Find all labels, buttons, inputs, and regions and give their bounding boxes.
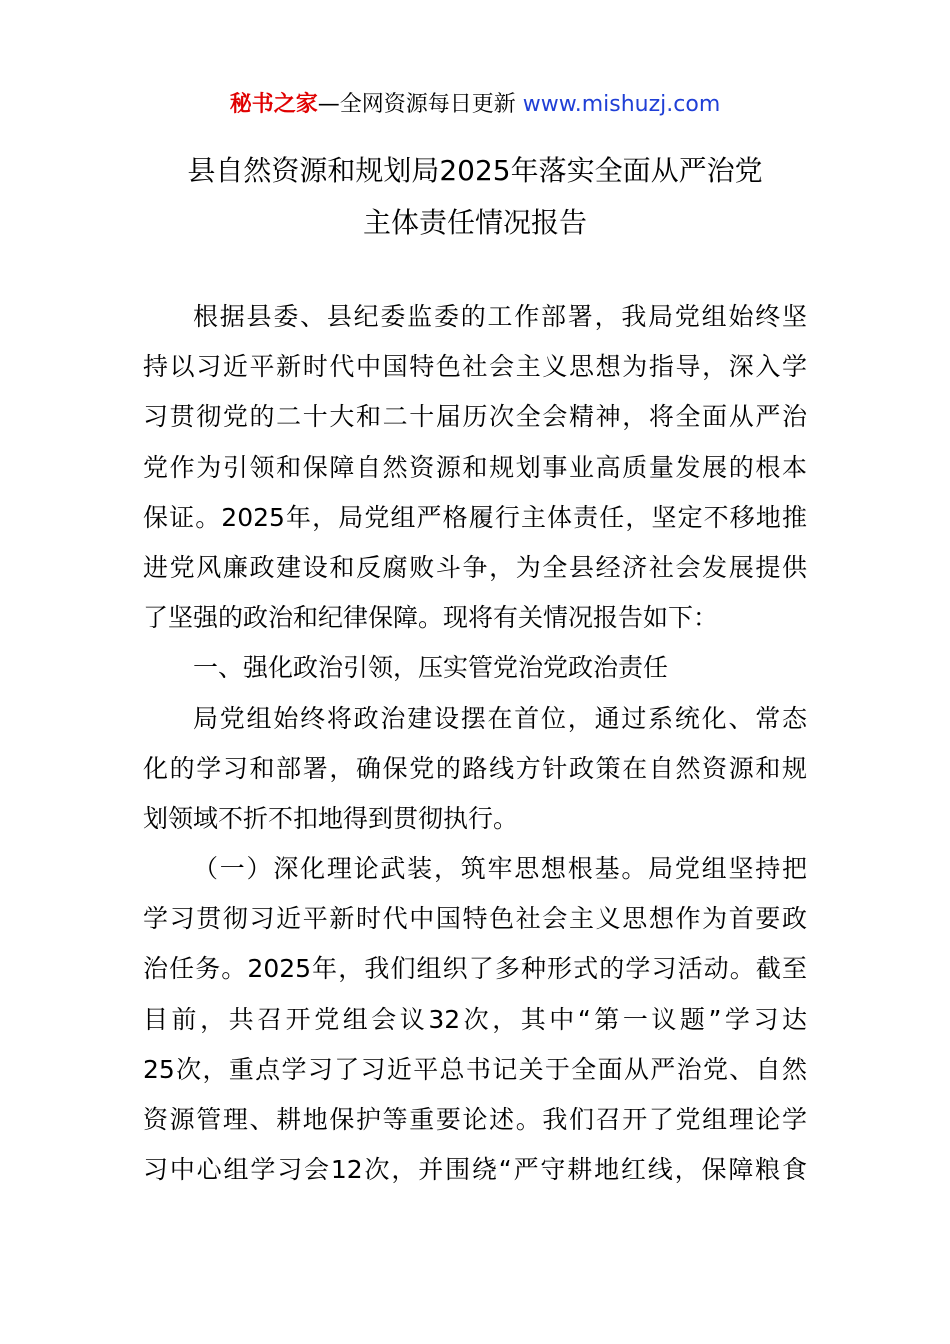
site-tagline: —全网资源每日更新	[317, 92, 516, 117]
body-line: 习贯彻党的二十大和二十届历次全会精神，将全面从严治	[143, 402, 807, 432]
title-line-1: 县自然资源和规划局2025年落实全面从严治党	[187, 154, 763, 187]
site-header	[0, 88, 950, 122]
document-title	[0, 145, 950, 249]
body-line: 治任务。2025年，我们组织了多种形式的学习活动。截至	[143, 954, 807, 984]
body-line: 根据县委、县纪委监委的工作部署，我局党组始终坚	[193, 302, 807, 331]
title-line-2: 主体责任情况报告	[362, 206, 587, 239]
body-line: 目前，共召开党组会议32次，其中“第一议题”学习达	[143, 1004, 807, 1034]
site-url-link[interactable]: www.mishuzj.com	[522, 92, 721, 117]
body-line: 党作为引领和保障自然资源和规划事业高质量发展的根本	[143, 452, 807, 482]
body-line: 学习贯彻习近平新时代中国特色社会主义思想作为首要政	[143, 904, 807, 934]
body-line: 局党组始终将政治建设摆在首位，通过系统化、常态	[193, 703, 807, 733]
body-line: 化的学习和部署，确保党的路线方针政策在自然资源和规	[143, 753, 807, 783]
body-line: 进党风廉政建设和反腐败斗争，为全县经济社会发展提供	[143, 552, 807, 582]
body-line: 保证。2025年，局党组严格履行主体责任，坚定不移地推	[143, 502, 807, 532]
subsection-line: （一）深化理论武装，筑牢思想根基。局党组坚持把	[193, 854, 807, 884]
body-line: 划领域不折不扣地得到贯彻执行。	[143, 803, 519, 833]
body-line: 资源管理、耕地保护等重要论述。我们召开了党组理论学	[143, 1105, 807, 1134]
section-heading: 一、强化政治引领，压实管党治党政治责任	[193, 653, 669, 683]
body-line: 了坚强的政治和纪律保障。现将有关情况报告如下：	[143, 603, 719, 633]
body-line: 25次，重点学习了习近平总书记关于全面从严治党、自然	[143, 1054, 807, 1084]
body-line: 习中心组学习会12次，并围绕“严守耕地红线，保障粮食	[143, 1155, 807, 1185]
body-line: 持以习近平新时代中国特色社会主义思想为指导，深入学	[143, 352, 807, 382]
document-body	[143, 292, 807, 1195]
site-brand: 秘书之家	[229, 92, 318, 117]
